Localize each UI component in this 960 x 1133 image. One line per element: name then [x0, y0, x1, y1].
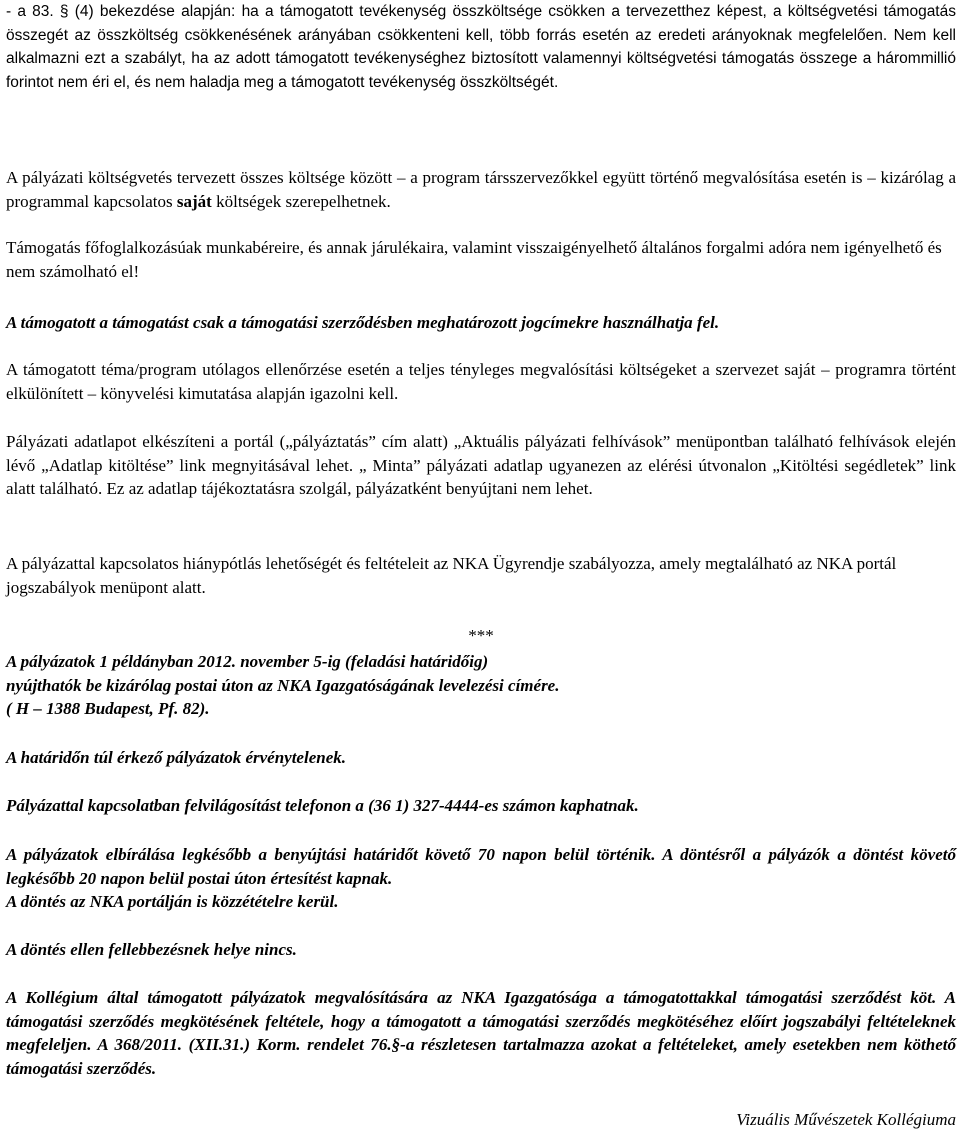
paragraph-budget-costs	[6, 166, 956, 213]
evaluation-text: A pályázatok elbírálása legkésőbb a benyújtási határidőt követő 70 napon belül történik. A döntésről a pályázók a döntést követő legkésőbb 20 napon belül postai úton értesítést kapnak.	[6, 845, 956, 888]
paragraph-late-invalid: A határidőn túl érkező pályázatok érvénytelenek.	[6, 748, 346, 767]
section-separator: ***	[468, 626, 494, 645]
paragraph-wages-vat: Támogatás főfoglalkozásúak munkabéreire, és annak járulékaira, valamint visszaigényelhető általános forgalmi adóra nem igényelhető és nem számolható el!	[6, 238, 942, 281]
paragraph-budget-costs-text: A pályázati költségvetés tervezett összes költsége között – a program társszervezőkkel együtt történő megvalósítása esetén is – kizárólag a programmal kapcsolatos	[6, 168, 956, 211]
deadline-line-2: nyújthatók be kizárólag postai úton az NKA Igazgatóságának levelezési címére.	[6, 675, 560, 695]
deadline-line-1: A pályázatok 1 példányban 2012. november 5-ig (feladási határidőig)	[6, 652, 489, 671]
publication-text: A döntés az NKA portálján is közzétételre kerül.	[6, 892, 339, 911]
deadline-block	[6, 650, 956, 721]
paragraph-application-form: Pályázati adatlapot elkészíteni a portál („pályáztatás” cím alatt) „Aktuális pályázati felhívások” menüpontban található felhívások elején lévő „Adatlap kitöltése” link megnyitásával lehet. „ Minta” pályázati adatlap ugyanezen az elérési útvonalon „Kitöltési segédletek” link alatt található. Ez az adatlap tájékoztatásra szolgál, pályázatként benyújtani nem lehet.	[6, 432, 956, 498]
footer-signature: Vizuális Művészetek Kollégiuma	[736, 1109, 956, 1129]
paragraph-contract: A Kollégium által támogatott pályázatok megvalósítására az NKA Igazgatósága a támogatottakkal támogatási szerződést köt. A támogatási szerződés megkötésének feltétele, hogy a támogatott a támogatási szerződés megkötéséhez előírt jogszabályi feltételeknek megfeleljen. A 368/2011. (XII.31.) Korm. rendelet 76.§-a részletesen tartalmazza azokat a feltételeket, amely esetekben nem köthető támogatási szerződés.	[6, 988, 956, 1078]
paragraph-verification: A támogatott téma/program utólagos ellenőrzése esetén a teljes tényleges megvalósítási költségeket a szervezet saját – programra történt elkülönített – könyvelési kimutatása alapján igazolni kell.	[6, 360, 956, 403]
paragraph-budget-costs-end: költségek szerepelhetnek.	[211, 191, 391, 211]
emphasis-sajat: saját	[176, 191, 212, 211]
paragraph-usage-rule: A támogatott a támogatást csak a támogatási szerződésben meghatározott jogcímekre használhatja fel.	[6, 313, 720, 332]
paragraph-missing-documents: A pályázattal kapcsolatos hiánypótlás lehetőségét és feltételeit az NKA Ügyrendje szabályozza, amely megtalálható az NKA portál jogszabályok menüpont alatt.	[6, 554, 897, 597]
paragraph-83-lead: - a 83. § (4) bekezdése alapján: ha a támogatott tevékenység összköltsége csökken a tervezetthez képest, a költségvetési támogatás összegét az összköltség csökkenésének arányában csökkenteni kell, több forrás esetén az eredeti arányoknak megfelelően.	[6, 3, 956, 44]
paragraph-no-appeal: A döntés ellen fellebbezésnek helye nincs.	[6, 940, 297, 959]
paragraph-phone-info: Pályázattal kapcsolatban felvilágosítást telefonon a (36 1) 327-4444-es számon kaphatnak.	[6, 796, 639, 815]
paragraph-83-section	[6, 0, 956, 93]
paragraph-83-rest: Nem kell alkalmazni ezt a szabályt, ha az adott támogatott tevékenységhez biztosított valamennyi költségvetési támogatás összege a hárommillió forintot nem éri el, és nem haladja meg a támogatott tevékenység összköltségét.	[6, 26, 956, 91]
paragraph-evaluation	[6, 843, 956, 914]
deadline-address: ( H – 1388 Budapest, Pf. 82).	[6, 699, 210, 718]
